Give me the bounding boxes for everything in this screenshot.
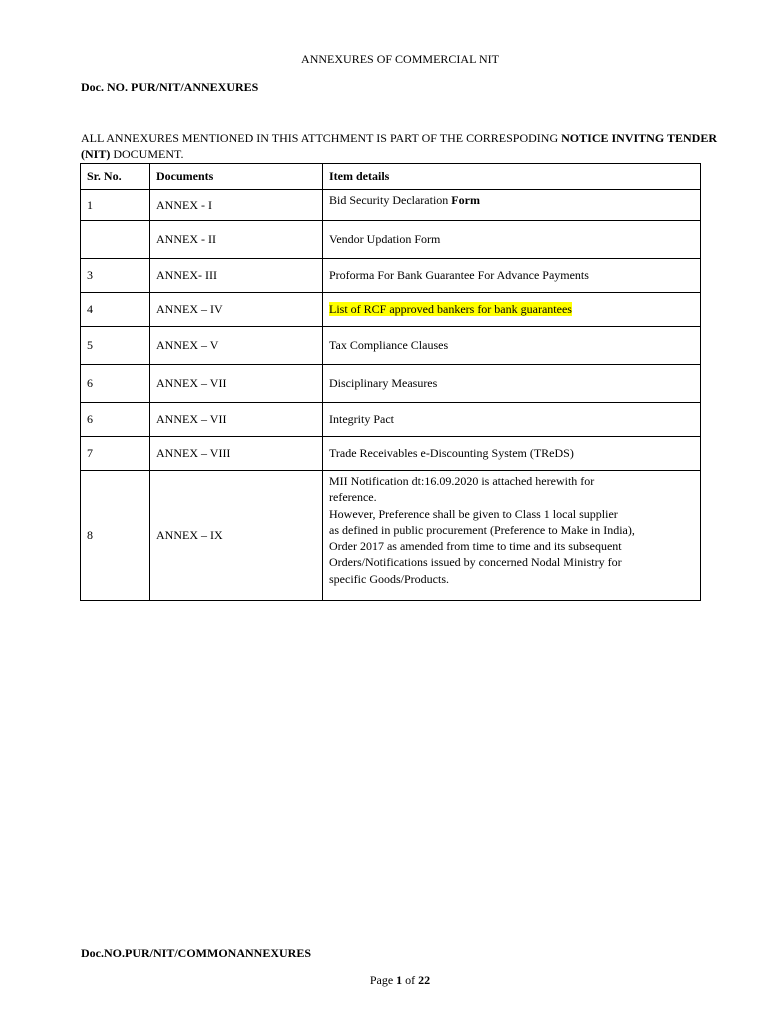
table-row <box>81 403 701 437</box>
cell-sr: 7 <box>81 437 150 471</box>
table-row <box>81 327 701 365</box>
detail-line: specific Goods/Products. <box>329 571 449 586</box>
footer-document-number: Doc.NO.PUR/NIT/COMMONANNEXURES <box>81 946 311 960</box>
page-total: 22 <box>418 973 431 987</box>
table-row <box>81 259 701 293</box>
cell-doc: ANNEX – VII <box>150 365 323 403</box>
cell-doc: ANNEX – V <box>150 327 323 365</box>
cell-doc: ANNEX – IX <box>150 471 323 601</box>
cell-sr <box>81 221 150 259</box>
cell-sr: 4 <box>81 293 150 327</box>
header-item-details: Item details <box>323 164 701 190</box>
table-row <box>81 365 701 403</box>
cell-sr: 5 <box>81 327 150 365</box>
cell-detail: Trade Receivables e-Discounting System (TReDS) <box>323 437 701 471</box>
cell-sr: 8 <box>81 471 150 601</box>
detail-text: Bid Security Declaration <box>329 193 452 207</box>
cell-doc: ANNEX- III <box>150 259 323 293</box>
table-row <box>81 437 701 471</box>
detail-line: as defined in public procurement (Preference to Make in India), <box>329 522 635 537</box>
table-row <box>81 293 701 327</box>
detail-line: reference. <box>329 490 377 505</box>
intro-text-start: ALL ANNEXURES MENTIONED IN THIS ATTCHMENT IS PART OF THE CORRESPODING <box>81 131 562 145</box>
table-row <box>81 471 701 601</box>
page-current: 1 <box>396 973 403 987</box>
page-of: of <box>402 973 419 987</box>
cell-detail: Proforma For Bank Guarantee For Advance Payments <box>323 259 701 293</box>
detail-line: However, Preference shall be given to Class 1 local supplier <box>329 506 618 521</box>
cell-detail <box>323 293 701 327</box>
cell-detail: Vendor Updation Form <box>323 221 701 259</box>
detail-line: Order 2017 as amended from time to time and its subsequent <box>329 539 622 554</box>
cell-detail: Disciplinary Measures <box>323 365 701 403</box>
cell-doc: ANNEX – VII <box>150 403 323 437</box>
cell-doc: ANNEX – IV <box>150 293 323 327</box>
table-header-row <box>81 164 701 190</box>
page-label: Page <box>369 973 397 987</box>
intro-text-end: DOCUMENT. <box>110 147 184 161</box>
cell-detail: Tax Compliance Clauses <box>323 327 701 365</box>
detail-line: Orders/Notifications issued by concerned Nodal Ministry for <box>329 555 622 570</box>
cell-sr: 3 <box>81 259 150 293</box>
document-title: ANNEXURES OF COMMERCIAL NIT <box>301 52 499 66</box>
cell-doc: ANNEX - I <box>150 190 323 221</box>
intro-paragraph <box>81 130 717 162</box>
cell-sr: 1 <box>81 190 150 221</box>
annexure-table <box>80 163 701 601</box>
cell-detail <box>323 471 701 601</box>
cell-detail <box>323 190 701 221</box>
page-number <box>0 973 770 988</box>
cell-detail: Integrity Pact <box>323 403 701 437</box>
table-row <box>81 221 701 259</box>
cell-sr: 6 <box>81 403 150 437</box>
header-sr-no: Sr. No. <box>81 164 150 190</box>
detail-bold-text: Form <box>451 193 480 207</box>
document-number: Doc. NO. PUR/NIT/ANNEXURES <box>81 80 259 94</box>
cell-sr: 6 <box>81 365 150 403</box>
header-documents: Documents <box>150 164 323 190</box>
highlighted-text: List of RCF approved bankers for bank guarantees <box>329 302 572 316</box>
cell-doc: ANNEX – VIII <box>150 437 323 471</box>
cell-doc: ANNEX - II <box>150 221 323 259</box>
table-row <box>81 190 701 221</box>
intro-text-bold: NOTICE INVITNG TENDER (NIT) <box>81 131 718 161</box>
detail-line: MII Notification dt:16.09.2020 is attached herewith for <box>329 474 595 488</box>
